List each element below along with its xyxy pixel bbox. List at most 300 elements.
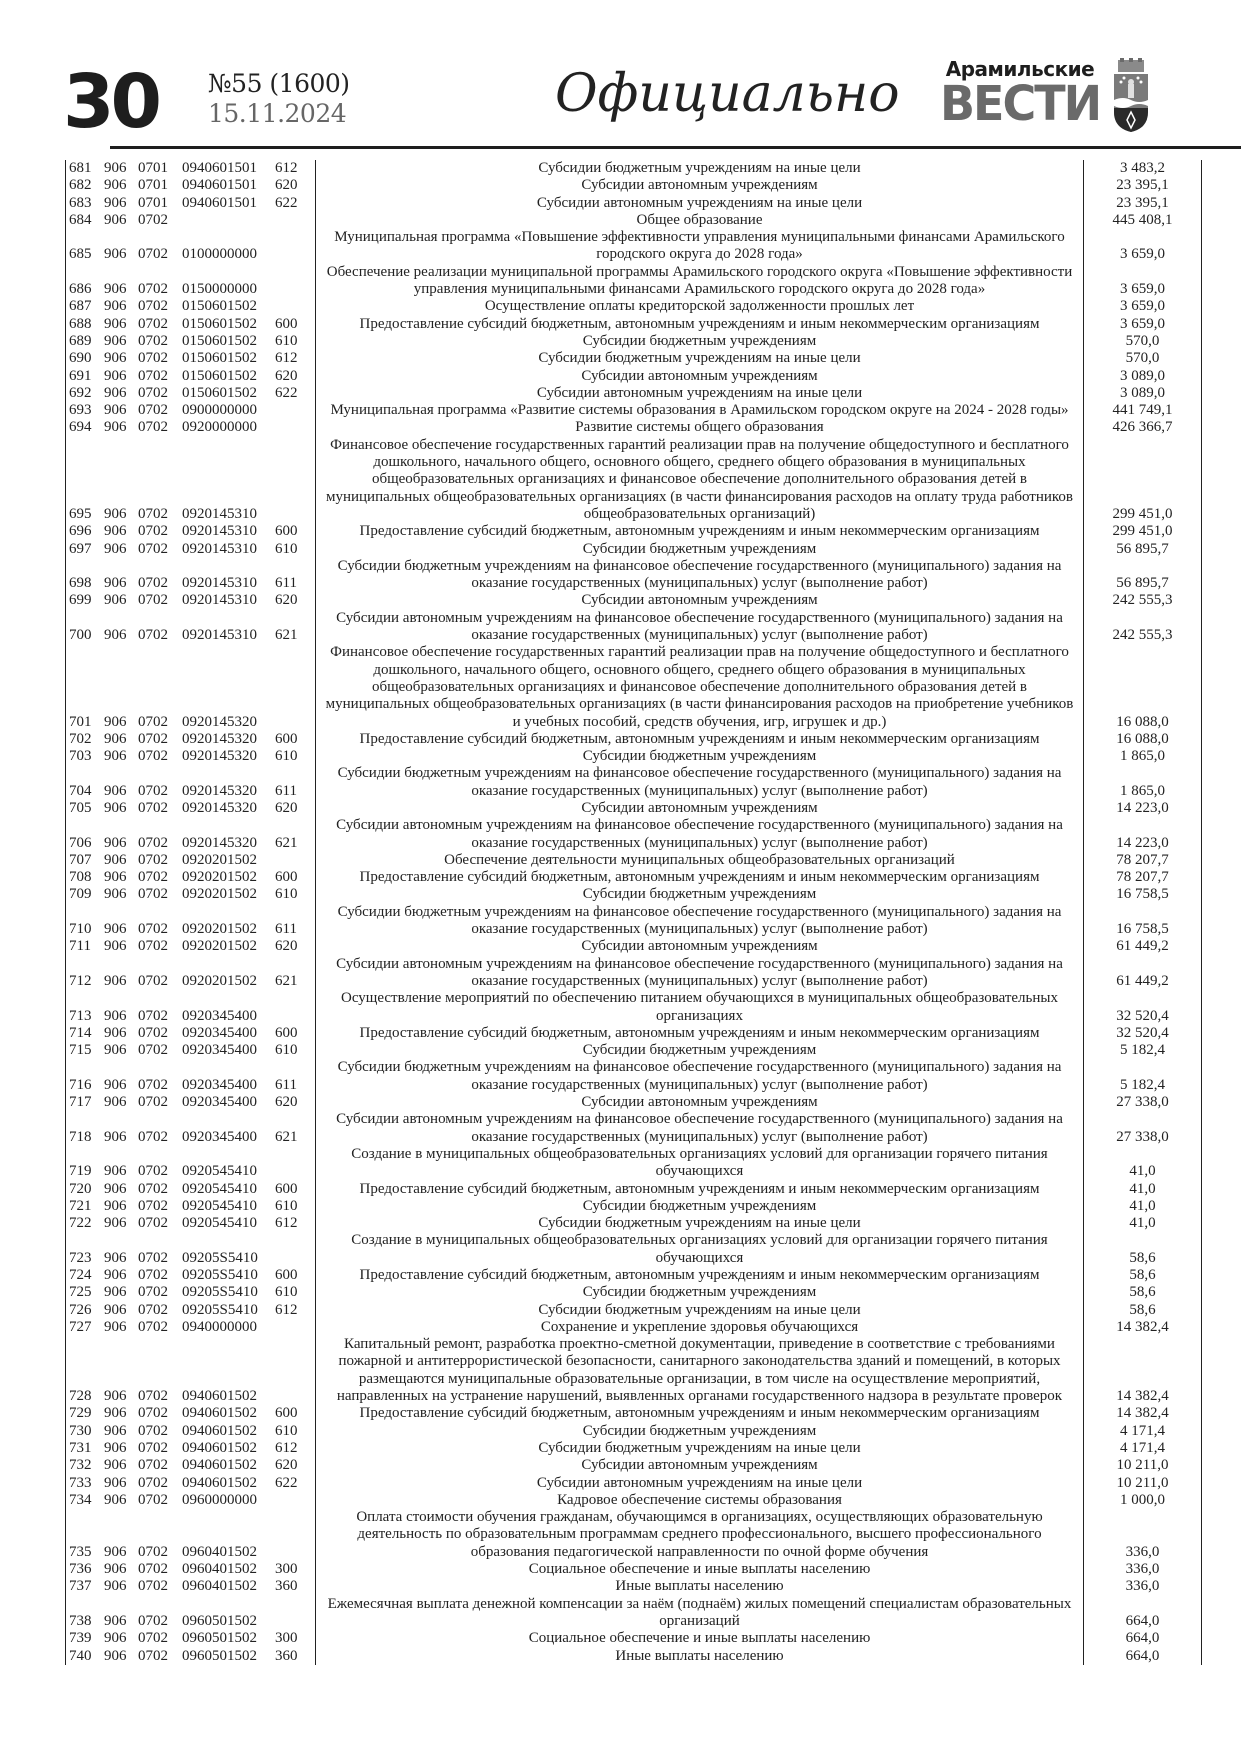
table-row bbox=[65, 817, 1202, 852]
department-code: 906 bbox=[104, 1284, 127, 1301]
table-row bbox=[65, 1423, 1202, 1440]
target-article-code: 0150601502 bbox=[182, 384, 257, 401]
row-description: Субсидии автономным учреждениям bbox=[581, 367, 818, 384]
expense-type-code: 610 bbox=[275, 1042, 298, 1059]
department-code: 906 bbox=[104, 1578, 127, 1595]
section-code: 0702 bbox=[138, 1249, 168, 1266]
department-code: 906 bbox=[104, 592, 127, 609]
codes-cell bbox=[65, 1319, 316, 1336]
amount-value: 56 895,7 bbox=[1116, 540, 1169, 557]
table-row bbox=[65, 1319, 1202, 1336]
codes-cell bbox=[65, 1596, 316, 1631]
row-number: 715 bbox=[69, 1042, 92, 1059]
amount-value: 27 338,0 bbox=[1116, 1128, 1169, 1145]
row-amount bbox=[1083, 1578, 1202, 1595]
target-article-code: 0920201502 bbox=[182, 972, 257, 989]
row-description: Субсидии автономным учреждениям bbox=[581, 938, 818, 955]
codes-cell bbox=[65, 558, 316, 593]
town-coat-of-arms-icon bbox=[1111, 58, 1151, 134]
department-code: 906 bbox=[104, 332, 127, 349]
row-number: 710 bbox=[69, 921, 92, 938]
expense-type-code: 600 bbox=[275, 1405, 298, 1422]
department-code: 906 bbox=[104, 1405, 127, 1422]
amount-value: 336,0 bbox=[1125, 1578, 1160, 1595]
table-row bbox=[65, 1630, 1202, 1647]
expense-type-code: 620 bbox=[275, 938, 298, 955]
expense-type-code: 620 bbox=[275, 177, 298, 194]
section-code: 0702 bbox=[138, 886, 168, 903]
row-number: 712 bbox=[69, 972, 92, 989]
target-article-code: 0940601502 bbox=[182, 1405, 257, 1422]
target-article-code: 0920000000 bbox=[182, 419, 257, 436]
issue-number: №55 (1600) bbox=[208, 69, 350, 98]
department-code: 906 bbox=[104, 246, 127, 263]
amount-value: 570,0 bbox=[1125, 350, 1160, 367]
row-number: 697 bbox=[69, 540, 92, 557]
codes-cell bbox=[65, 264, 316, 299]
codes-cell bbox=[65, 1578, 316, 1595]
section-code: 0702 bbox=[138, 1180, 168, 1197]
row-number: 709 bbox=[69, 886, 92, 903]
section-code: 0702 bbox=[138, 523, 168, 540]
expense-type-code: 610 bbox=[275, 1284, 298, 1301]
row-amount bbox=[1083, 1284, 1202, 1301]
department-code: 906 bbox=[104, 972, 127, 989]
row-amount bbox=[1083, 541, 1202, 558]
row-description: Субсидии автономным учреждениям на иные цели bbox=[536, 1474, 863, 1491]
codes-cell bbox=[65, 1492, 316, 1509]
department-code: 906 bbox=[104, 886, 127, 903]
section-code: 0702 bbox=[138, 402, 168, 419]
table-row bbox=[65, 1059, 1202, 1094]
table-row bbox=[65, 1146, 1202, 1181]
table-row bbox=[65, 1336, 1202, 1405]
section-code: 0702 bbox=[138, 748, 168, 765]
amount-value: 23 395,1 bbox=[1116, 177, 1169, 194]
row-amount bbox=[1083, 938, 1202, 955]
amount-value: 41,0 bbox=[1129, 1180, 1156, 1197]
department-code: 906 bbox=[104, 730, 127, 747]
codes-cell bbox=[65, 731, 316, 748]
row-description: Оплата стоимости обучения гражданам, обучающимся в организациях, осуществляющих образовательную деятельность по образовательным программам среднего профессионального, высшего профессионального образования педагогической направленности по очной форме обучения bbox=[356, 1509, 1043, 1560]
row-description: Общее образование bbox=[636, 211, 763, 228]
section-code: 0702 bbox=[138, 281, 168, 298]
section-code: 0702 bbox=[138, 834, 168, 851]
row-number: 737 bbox=[69, 1578, 92, 1595]
expense-type-code: 611 bbox=[275, 921, 297, 938]
target-article-code: 0920145320 bbox=[182, 713, 257, 730]
section-code: 0702 bbox=[138, 1024, 168, 1041]
target-article-code: 0960401502 bbox=[182, 1543, 257, 1560]
table-row bbox=[65, 368, 1202, 385]
row-amount bbox=[1083, 1440, 1202, 1457]
department-code: 906 bbox=[104, 1388, 127, 1405]
budget-table bbox=[65, 160, 1202, 1665]
codes-cell bbox=[65, 938, 316, 955]
row-amount bbox=[1083, 1561, 1202, 1578]
expense-type-code: 610 bbox=[275, 886, 298, 903]
amount-value: 445 408,1 bbox=[1112, 211, 1173, 228]
table-row bbox=[65, 938, 1202, 955]
department-code: 906 bbox=[104, 419, 127, 436]
section-code: 0702 bbox=[138, 384, 168, 401]
target-article-code: 0920545410 bbox=[182, 1180, 257, 1197]
row-number: 706 bbox=[69, 834, 92, 851]
table-row bbox=[65, 748, 1202, 765]
row-description: Финансовое обеспечение государственных гарантий реализации прав на получение общедоступного и бесплатного дошкольного, начального общего, основного общего, среднего общего образования в муниципальных общеобразовательных организациях и финансовое обеспечение дополнительного образования детей в муниципальных общеобразовательных организациях (в части финансирования расходов на приобретение учебников и учебных пособий, средств обучения, игр, игрушек и др.) bbox=[325, 644, 1074, 730]
amount-value: 426 366,7 bbox=[1112, 419, 1173, 436]
codes-cell bbox=[65, 1146, 316, 1181]
department-code: 906 bbox=[104, 1042, 127, 1059]
section-code: 0702 bbox=[138, 1405, 168, 1422]
section-code: 0702 bbox=[138, 1301, 168, 1318]
row-description: Субсидии автономным учреждениям на финансовое обеспечение государственного (муниципального) задания на оказание государственных (муниципальных) услуг (выполнение работ) bbox=[336, 955, 1063, 989]
row-number: 696 bbox=[69, 523, 92, 540]
row-description: Обеспечение деятельности муниципальных общеобразовательных организаций bbox=[444, 851, 955, 868]
codes-cell bbox=[65, 1302, 316, 1319]
target-article-code: 0940601501 bbox=[182, 177, 257, 194]
codes-cell bbox=[65, 869, 316, 886]
section-code: 0702 bbox=[138, 713, 168, 730]
row-number: 683 bbox=[69, 194, 92, 211]
codes-cell bbox=[65, 333, 316, 350]
table-row bbox=[65, 1267, 1202, 1284]
row-description: Субсидии автономным учреждениям bbox=[581, 177, 818, 194]
department-code: 906 bbox=[104, 1301, 127, 1318]
issue-date: 15.11.2024 bbox=[208, 99, 347, 128]
row-number: 688 bbox=[69, 315, 92, 332]
expense-type-code: 621 bbox=[275, 972, 298, 989]
department-code: 906 bbox=[104, 1267, 127, 1283]
table-row bbox=[65, 852, 1202, 869]
row-description: Иные выплаты населению bbox=[615, 1647, 784, 1664]
target-article-code: 0940601502 bbox=[182, 1474, 257, 1491]
expense-type-code: 610 bbox=[275, 1422, 298, 1439]
expense-type-code: 600 bbox=[275, 1267, 298, 1283]
row-amount bbox=[1083, 333, 1202, 350]
row-description: Предоставление субсидий бюджетным, автономным учреждениям и иным некоммерческим организациям bbox=[359, 1024, 1040, 1041]
row-number: 721 bbox=[69, 1197, 92, 1214]
target-article-code: 0920145310 bbox=[182, 627, 257, 644]
expense-type-code: 300 bbox=[275, 1561, 298, 1578]
row-number: 729 bbox=[69, 1405, 92, 1422]
row-amount bbox=[1083, 402, 1202, 419]
row-amount bbox=[1083, 610, 1202, 645]
row-amount bbox=[1083, 368, 1202, 385]
table-row bbox=[65, 1181, 1202, 1198]
target-article-code: 0960401502 bbox=[182, 1561, 257, 1578]
row-number: 705 bbox=[69, 799, 92, 816]
codes-cell bbox=[65, 1561, 316, 1578]
row-number: 725 bbox=[69, 1284, 92, 1301]
target-article-code: 0150601502 bbox=[182, 315, 257, 332]
row-number: 720 bbox=[69, 1180, 92, 1197]
expense-type-code: 611 bbox=[275, 782, 297, 799]
table-row bbox=[65, 1198, 1202, 1215]
amount-value: 58,6 bbox=[1129, 1267, 1156, 1283]
codes-cell bbox=[65, 177, 316, 194]
row-description: Создание в муниципальных общеобразовательных организациях условий для организации горячего питания обучающихся bbox=[351, 1145, 1048, 1180]
target-article-code: 0150601502 bbox=[182, 332, 257, 349]
section-code: 0701 bbox=[138, 160, 168, 176]
row-amount bbox=[1083, 212, 1202, 229]
row-amount bbox=[1083, 229, 1202, 264]
target-article-code: 0940601501 bbox=[182, 194, 257, 211]
department-code: 906 bbox=[104, 1561, 127, 1578]
target-article-code: 0920145310 bbox=[182, 592, 257, 609]
department-code: 906 bbox=[104, 851, 127, 868]
amount-value: 3 659,0 bbox=[1120, 246, 1165, 263]
amount-value: 3 659,0 bbox=[1120, 281, 1165, 298]
amount-value: 242 555,3 bbox=[1112, 592, 1173, 609]
row-number: 723 bbox=[69, 1249, 92, 1266]
row-amount bbox=[1083, 1094, 1202, 1111]
row-amount bbox=[1083, 1111, 1202, 1146]
row-amount bbox=[1083, 1232, 1202, 1267]
target-article-code: 0920145310 bbox=[182, 540, 257, 557]
table-row bbox=[65, 765, 1202, 800]
row-number: 690 bbox=[69, 350, 92, 367]
target-article-code: 0920201502 bbox=[182, 921, 257, 938]
row-number: 685 bbox=[69, 246, 92, 263]
table-row bbox=[65, 731, 1202, 748]
target-article-code: 0940601502 bbox=[182, 1388, 257, 1405]
row-amount bbox=[1083, 1509, 1202, 1561]
row-description: Предоставление субсидий бюджетным, автономным учреждениям и иным некоммерческим организациям bbox=[359, 1267, 1040, 1283]
section-code: 0702 bbox=[138, 367, 168, 384]
amount-value: 10 211,0 bbox=[1116, 1457, 1169, 1474]
row-amount bbox=[1083, 1457, 1202, 1474]
expense-type-code: 612 bbox=[275, 1301, 298, 1318]
codes-cell bbox=[65, 1440, 316, 1457]
row-number: 686 bbox=[69, 281, 92, 298]
section-code: 0702 bbox=[138, 1630, 168, 1647]
codes-cell bbox=[65, 610, 316, 645]
row-description: Субсидии автономным учреждениям bbox=[581, 1457, 818, 1474]
page-header bbox=[55, 0, 1205, 148]
amount-value: 41,0 bbox=[1129, 1197, 1156, 1214]
amount-value: 14 382,4 bbox=[1116, 1388, 1169, 1405]
target-article-code: 0960000000 bbox=[182, 1491, 257, 1508]
amount-value: 4 171,4 bbox=[1120, 1439, 1165, 1456]
row-description: Субсидии автономным учреждениям на финансовое обеспечение государственного (муниципального) задания на оказание государственных (муниципальных) услуг (выполнение работ) bbox=[336, 1111, 1063, 1145]
row-amount bbox=[1083, 1181, 1202, 1198]
table-row bbox=[65, 1284, 1202, 1301]
row-description: Субсидии бюджетным учреждениям bbox=[582, 748, 817, 765]
row-number: 722 bbox=[69, 1215, 92, 1232]
section-code: 0702 bbox=[138, 1491, 168, 1508]
row-description: Субсидии бюджетным учреждениям на финансовое обеспечение государственного (муниципального) задания на оказание государственных (муниципальных) услуг (выполнение работ) bbox=[337, 557, 1062, 592]
section-code: 0702 bbox=[138, 1647, 168, 1664]
row-number: 704 bbox=[69, 782, 92, 799]
target-article-code: 0960501502 bbox=[182, 1630, 257, 1647]
codes-cell bbox=[65, 1025, 316, 1042]
expense-type-code: 622 bbox=[275, 1474, 298, 1491]
row-number: 681 bbox=[69, 160, 92, 176]
row-description: Капитальный ремонт, разработка проектно-сметной документации, приведение в соответствие с требованиями пожарной и антитеррористической безопасности, санитарного законодательства зданий и помещений, в которых размещаются муниципальные образовательные организации, в том числе на осуществление мероприятий, направленных на устранение нарушений, выявленных органами государственного надзора в результате проверок bbox=[336, 1336, 1063, 1405]
row-number: 740 bbox=[69, 1647, 92, 1664]
target-article-code: 09205S5410 bbox=[182, 1301, 258, 1318]
row-number: 713 bbox=[69, 1007, 92, 1024]
target-article-code: 0960501502 bbox=[182, 1647, 257, 1664]
table-row bbox=[65, 1405, 1202, 1422]
target-article-code: 0100000000 bbox=[182, 246, 257, 263]
row-number: 728 bbox=[69, 1388, 92, 1405]
row-description: Создание в муниципальных общеобразовательных организациях условий для организации горячего питания обучающихся bbox=[351, 1232, 1048, 1266]
row-amount bbox=[1083, 1198, 1202, 1215]
row-number: 711 bbox=[69, 938, 91, 955]
row-amount bbox=[1083, 956, 1202, 991]
row-number: 682 bbox=[69, 177, 92, 194]
target-article-code: 0940601502 bbox=[182, 1457, 257, 1474]
department-code: 906 bbox=[104, 1094, 127, 1111]
row-description: Муниципальная программа «Повышение эффективности управления муниципальными финансами Арамильского городского округа до 2028 года» bbox=[334, 229, 1065, 263]
row-description: Субсидии бюджетным учреждениям bbox=[582, 540, 817, 557]
expense-type-code: 612 bbox=[275, 160, 298, 176]
section-code: 0702 bbox=[138, 592, 168, 609]
target-article-code: 0920145320 bbox=[182, 730, 257, 747]
section-code: 0702 bbox=[138, 1578, 168, 1595]
table-row bbox=[65, 523, 1202, 540]
row-description: Предоставление субсидий бюджетным, автономным учреждениям и иным некоммерческим организациям bbox=[359, 1180, 1040, 1197]
codes-cell bbox=[65, 1630, 316, 1647]
row-description: Развитие системы общего образования bbox=[575, 419, 824, 436]
department-code: 906 bbox=[104, 160, 127, 176]
department-code: 906 bbox=[104, 782, 127, 799]
department-code: 906 bbox=[104, 1024, 127, 1041]
codes-cell bbox=[65, 1284, 316, 1301]
target-article-code: 0150601502 bbox=[182, 298, 257, 315]
logo-top-text: Арамильские bbox=[945, 57, 1095, 81]
codes-cell bbox=[65, 1475, 316, 1492]
row-number: 698 bbox=[69, 575, 92, 592]
target-article-code: 0920145320 bbox=[182, 834, 257, 851]
section-code: 0702 bbox=[138, 1318, 168, 1335]
section-code: 0702 bbox=[138, 1007, 168, 1024]
codes-cell bbox=[65, 1198, 316, 1215]
codes-cell bbox=[65, 644, 316, 730]
row-number: 732 bbox=[69, 1457, 92, 1474]
amount-value: 61 449,2 bbox=[1116, 938, 1169, 955]
table-row bbox=[65, 177, 1202, 194]
row-number: 707 bbox=[69, 851, 92, 868]
table-row bbox=[65, 350, 1202, 367]
table-row bbox=[65, 1475, 1202, 1492]
section-code: 0701 bbox=[138, 194, 168, 211]
department-code: 906 bbox=[104, 350, 127, 367]
expense-type-code: 620 bbox=[275, 592, 298, 609]
amount-value: 32 520,4 bbox=[1116, 1007, 1169, 1024]
department-code: 906 bbox=[104, 869, 127, 886]
page-number: 30 bbox=[63, 59, 158, 145]
department-code: 906 bbox=[104, 921, 127, 938]
table-row bbox=[65, 298, 1202, 315]
amount-value: 78 207,7 bbox=[1116, 851, 1169, 868]
table-row bbox=[65, 419, 1202, 436]
expense-type-code: 610 bbox=[275, 1197, 298, 1214]
table-row bbox=[65, 1492, 1202, 1509]
codes-cell bbox=[65, 1042, 316, 1059]
amount-value: 27 338,0 bbox=[1116, 1094, 1169, 1111]
codes-cell bbox=[65, 523, 316, 540]
codes-cell bbox=[65, 1094, 316, 1111]
amount-value: 441 749,1 bbox=[1112, 402, 1173, 419]
row-amount bbox=[1083, 800, 1202, 817]
row-number: 724 bbox=[69, 1267, 92, 1283]
row-number: 735 bbox=[69, 1543, 92, 1560]
row-number: 687 bbox=[69, 298, 92, 315]
section-code: 0702 bbox=[138, 799, 168, 816]
department-code: 906 bbox=[104, 315, 127, 332]
row-description: Субсидии бюджетным учреждениям bbox=[582, 1422, 817, 1439]
row-amount bbox=[1083, 1267, 1202, 1284]
amount-value: 16 088,0 bbox=[1116, 730, 1169, 747]
row-amount bbox=[1083, 195, 1202, 212]
target-article-code: 0920201502 bbox=[182, 886, 257, 903]
target-article-code: 0920145320 bbox=[182, 748, 257, 765]
department-code: 906 bbox=[104, 1630, 127, 1647]
department-code: 906 bbox=[104, 194, 127, 211]
row-description: Субсидии автономным учреждениям на иные цели bbox=[536, 384, 863, 401]
codes-cell bbox=[65, 592, 316, 609]
table-row bbox=[65, 1232, 1202, 1267]
row-description: Субсидии бюджетным учреждениям на финансовое обеспечение государственного (муниципального) задания на оказание государственных (муниципальных) услуг (выполнение работ) bbox=[337, 1059, 1062, 1093]
expense-type-code: 622 bbox=[275, 384, 298, 401]
codes-cell bbox=[65, 886, 316, 903]
department-code: 906 bbox=[104, 938, 127, 955]
row-description: Осуществление мероприятий по обеспечению питанием обучающихся в муниципальных общеобразовательных организациях bbox=[341, 990, 1058, 1024]
table-row bbox=[65, 1596, 1202, 1631]
header-divider bbox=[110, 146, 1241, 149]
row-number: 701 bbox=[69, 713, 92, 730]
department-code: 906 bbox=[104, 1439, 127, 1456]
row-amount bbox=[1083, 264, 1202, 299]
section-title: Официально bbox=[555, 64, 900, 124]
section-code: 0702 bbox=[138, 1422, 168, 1439]
row-number: 689 bbox=[69, 332, 92, 349]
row-amount bbox=[1083, 1319, 1202, 1336]
target-article-code: 0920345400 bbox=[182, 1007, 257, 1024]
department-code: 906 bbox=[104, 1163, 127, 1180]
row-amount bbox=[1083, 731, 1202, 748]
table-row bbox=[65, 333, 1202, 350]
codes-cell bbox=[65, 298, 316, 315]
section-code: 0702 bbox=[138, 869, 168, 886]
table-row bbox=[65, 904, 1202, 939]
table-row bbox=[65, 541, 1202, 558]
department-code: 906 bbox=[104, 402, 127, 419]
section-code: 0702 bbox=[138, 1215, 168, 1232]
row-amount bbox=[1083, 592, 1202, 609]
table-row bbox=[65, 437, 1202, 523]
codes-cell bbox=[65, 419, 316, 436]
department-code: 906 bbox=[104, 1249, 127, 1266]
department-code: 906 bbox=[104, 1180, 127, 1197]
table-row bbox=[65, 869, 1202, 886]
row-description: Субсидии бюджетным учреждениям на финансовое обеспечение государственного (муниципального) задания на оказание государственных (муниципальных) услуг (выполнение работ) bbox=[337, 765, 1062, 799]
section-code: 0702 bbox=[138, 1197, 168, 1214]
department-code: 906 bbox=[104, 1197, 127, 1214]
amount-value: 14 382,4 bbox=[1116, 1318, 1169, 1335]
section-code: 0702 bbox=[138, 1388, 168, 1405]
row-amount bbox=[1083, 1042, 1202, 1059]
section-code: 0702 bbox=[138, 211, 168, 228]
department-code: 906 bbox=[104, 177, 127, 194]
section-code: 0702 bbox=[138, 540, 168, 557]
amount-value: 14 223,0 bbox=[1116, 799, 1169, 816]
table-row bbox=[65, 316, 1202, 333]
row-description: Субсидии бюджетным учреждениям на иные цели bbox=[538, 350, 861, 367]
